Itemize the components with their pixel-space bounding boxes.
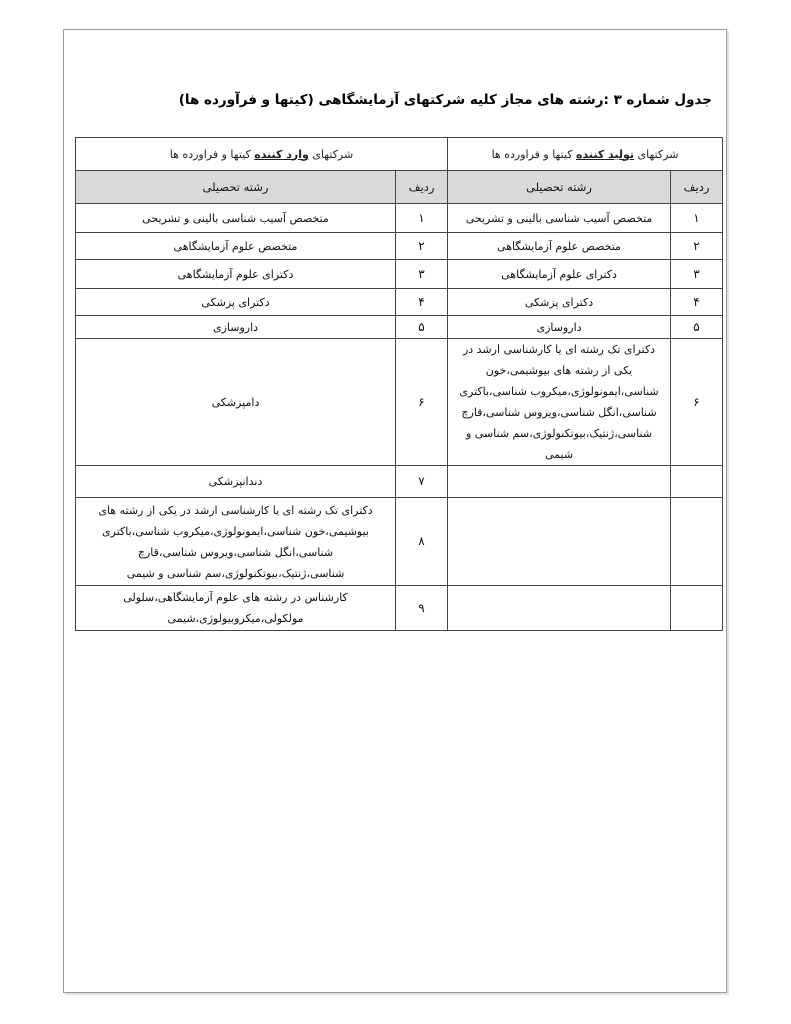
importer-row-number: ۸ [396,498,448,586]
table-row [76,586,723,631]
producers-heading: شرکتهای تولید کننده کیتها و فراورده ها [448,138,723,171]
producer-row-number: ۵ [671,316,723,339]
producer-field [448,466,671,498]
importer-field: متخصص آسیب شناسی بالینی و تشریحی [76,204,396,233]
table-row [76,289,723,316]
producer-field [448,586,671,631]
importer-field: دندانپزشکی [76,466,396,498]
producer-field: متخصص علوم آزمایشگاهی [448,233,671,260]
importer-row-number: ۲ [396,233,448,260]
column-header-row [76,171,723,204]
producer-row-number [671,466,723,498]
group-header-row [76,138,723,171]
table-row [76,339,723,466]
producer-field: متخصص آسیب شناسی بالینی و تشریحی [448,204,671,233]
producer-row-number: ۶ [671,339,723,466]
importer-field: دکترای تک رشته ای یا کارشناسی ارشد در یکی از رشته های بیوشیمی،خون شناسی،ایمونولوژی،میکروب شناسی،باکتری شناسی،انگل شناسی،ویروس شناسی،قارچ شناسی،ژنتیک،بیوتکنولوژی،سم شناسی و شیمی [76,498,396,586]
allowed-fields-table [75,137,723,631]
table-row [76,316,723,339]
importer-row-number: ۶ [396,339,448,466]
producer-field [448,498,671,586]
importer-field: دامپزشکی [76,339,396,466]
importer-field: کارشناس در رشته های علوم آزمایشگاهی،سلولی مولکولی،میکروبیولوژی،شیمی [76,586,396,631]
table-row [76,498,723,586]
table-row [76,204,723,233]
importer-field: دکترای علوم آزمایشگاهی [76,260,396,289]
importer-row-number: ۱ [396,204,448,233]
importer-field: داروسازی [76,316,396,339]
importer-row-number: ۳ [396,260,448,289]
producer-row-number: ۴ [671,289,723,316]
importer-row-number: ۵ [396,316,448,339]
importer-row-number: ۹ [396,586,448,631]
producer-field: دکترای علوم آزمایشگاهی [448,260,671,289]
importers-col-field: رشته تحصیلی [76,171,396,204]
producer-row-number: ۱ [671,204,723,233]
importer-row-number: ۴ [396,289,448,316]
producer-field: دکترای پزشکی [448,289,671,316]
producers-col-field: رشته تحصیلی [448,171,671,204]
importer-field: دکترای پزشکی [76,289,396,316]
producers-col-row: ردیف [671,171,723,204]
producer-row-number: ۲ [671,233,723,260]
importers-col-row: ردیف [396,171,448,204]
producer-row-number: ۳ [671,260,723,289]
importer-row-number: ۷ [396,466,448,498]
document-title: جدول شماره ۳ :رشته های مجاز کلیه شرکتهای آزمایشگاهی (کیتها و فرآورده ها) [178,92,712,108]
importer-field: متخصص علوم آزمایشگاهی [76,233,396,260]
producer-field: دکترای تک رشته ای یا کارشناسی ارشد در یکی از رشته های بیوشیمی،خون شناسی،ایمونولوژی،میکروب شناسی،باکتری شناسی،انگل شناسی،ویروس شناسی،قارچ شناسی،ژنتیک،بیوتکنولوژی،سم شناسی و شیمی [448,339,671,466]
producer-field: داروسازی [448,316,671,339]
table-row [76,260,723,289]
producer-row-number [671,498,723,586]
producer-row-number [671,586,723,631]
importers-heading: شرکتهای وارد کننده کیتها و فراورده ها [76,138,448,171]
table-row [76,233,723,260]
table-row [76,466,723,498]
